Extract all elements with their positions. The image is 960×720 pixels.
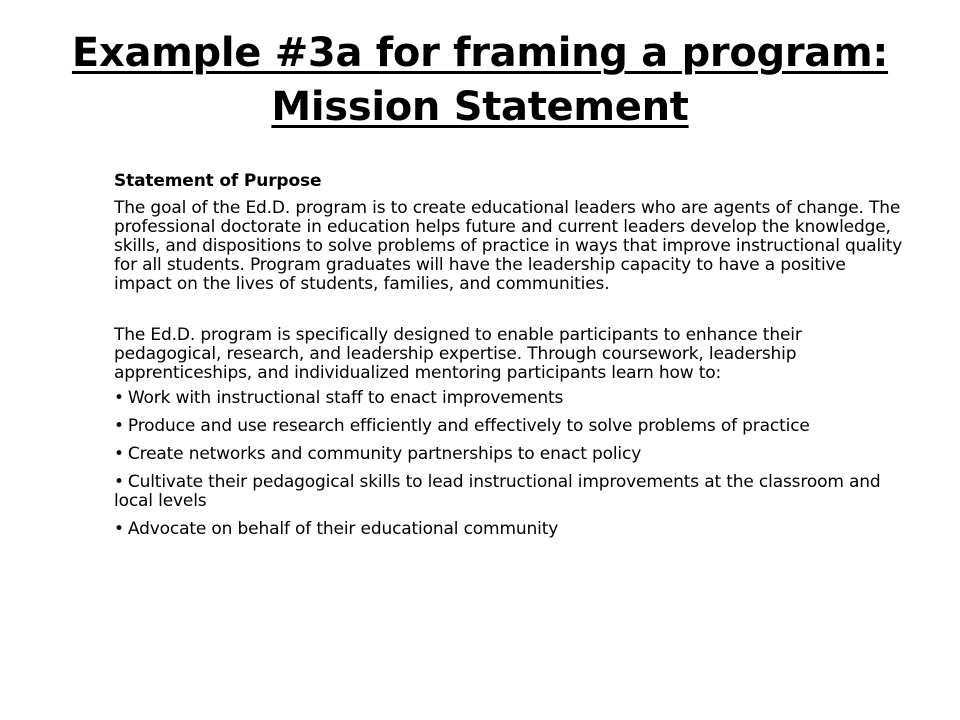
title-line-1: Example #3a for framing a program: <box>71 30 889 76</box>
list-item-text: Work with instructional staff to enact improvements <box>127 388 564 408</box>
paragraph-design: The Ed.D. program is specifically designed to enable participants to enhance their pedagogical, research, and leadership expertise. Through coursework, leadership apprenticeships, and individualized mentoring participants learn how to: <box>114 325 802 383</box>
bullet-icon: • <box>114 444 124 464</box>
list-item <box>114 445 904 464</box>
bullet-icon: • <box>114 416 124 436</box>
list-item-text: Produce and use research efficiently and effectively to solve problems of practice <box>127 416 810 436</box>
list-item <box>114 417 904 436</box>
bullet-icon: • <box>114 519 124 539</box>
list-item <box>114 473 904 511</box>
section-heading: Statement of Purpose <box>114 171 322 191</box>
list-item-text: Cultivate their pedagogical skills to lead instructional improvements at the classroom and local levels <box>114 472 881 511</box>
list-item-text: Create networks and community partnerships to enact policy <box>127 444 642 464</box>
slide-title <box>40 26 920 134</box>
paragraph-spacer <box>114 294 904 326</box>
list-item <box>114 389 904 408</box>
list-item <box>114 520 904 539</box>
bullet-icon: • <box>114 472 124 492</box>
bullet-icon: • <box>114 388 124 408</box>
paragraph-goal: The goal of the Ed.D. program is to create educational leaders who are agents of change. The professional doctorate in education helps future and current leaders develop the knowledge, skills, and dispositions to solve problems of practice in ways that improve instructional quality for all students. Program graduates will have the leadership capacity to have a positive impact on the lives of students, families, and communities. <box>114 198 903 294</box>
slide-body <box>114 172 904 548</box>
title-line-2: Mission Statement <box>271 84 689 130</box>
list-item-text: Advocate on behalf of their educational community <box>127 519 559 539</box>
outcomes-list <box>114 389 904 539</box>
